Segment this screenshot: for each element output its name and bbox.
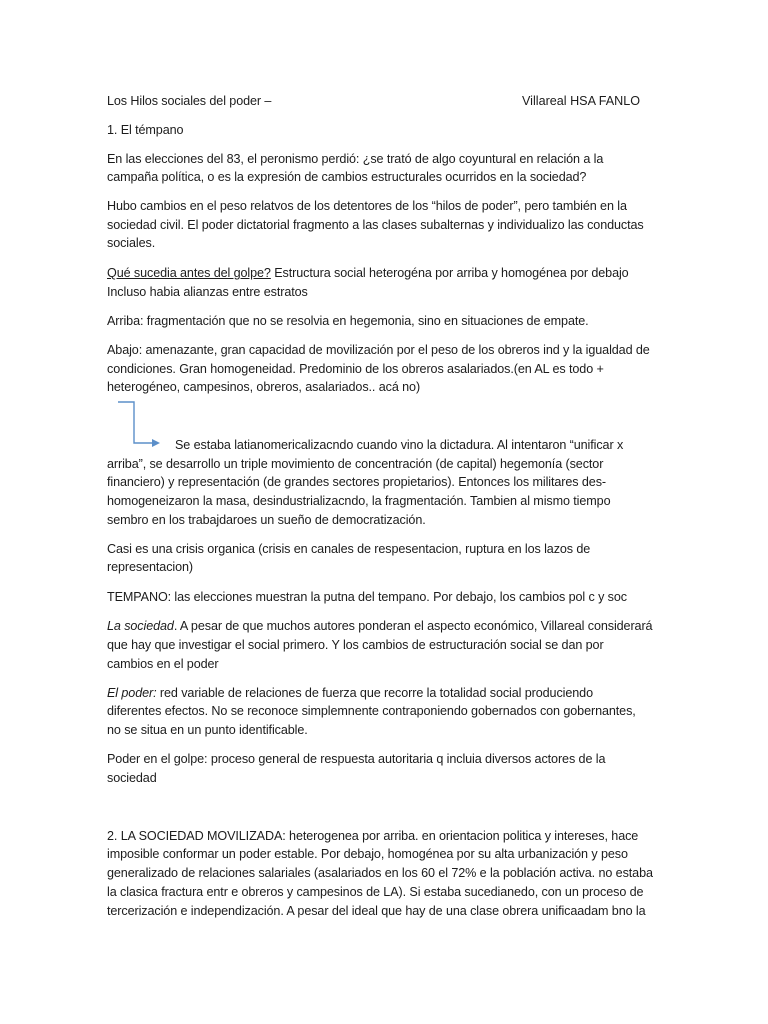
paragraph-line [107,312,589,330]
paragraph-line: Se estaba latianomericalizacndo cuando vino la dictadura. Al intentaron “unificar x [175,438,624,452]
paragraph-line: sociedad [107,771,157,785]
paragraph-line: no se situa en un punto identificable. [107,723,308,737]
document-title: Los Hilos sociales del poder – [107,94,272,108]
paragraph-text: Estructura social heterogéna por arriba y homogénea por debajo [270,266,629,280]
paragraph-line: 2. LA SOCIEDAD MOVILIZADA: heterogenea por arriba. en orientacion politica y intereses, hace [107,829,639,843]
paragraph-line: En las elecciones del 83, el peronismo perdió: ¿se trató de algo coyuntural en relación a la [107,152,604,166]
paragraph-line: heterogéneo, campesinos, obreros, asalariados.. acá no) [107,380,421,394]
paragraph-line: cambios en el poder [107,657,219,671]
italic-term: La sociedad [107,619,174,633]
paragraph-line: Incluso habia alianzas entre estratos [107,285,308,299]
paragraph-line: tercerización e independización. A pesar del ideal que hay de una clase obrera unificaadam bno la [107,904,646,918]
paragraph-line: sociedad civil. El poder dictatorial fragmento a las clases subalternas y individualizo las conductas [107,218,644,232]
paragraph-text: . A pesar de que muchos autores ponderan el aspecto económico, Villareal considerará [173,619,653,633]
paragraph-line: sembro en los trabajdaroes un sueño de democratización. [107,513,426,527]
paragraph-line [107,684,593,702]
paragraph-line: arriba”, se desarrollo un triple movimiento de concentración (de capital) hegemonía (sector [107,457,604,471]
term-label: Abajo: [107,343,143,357]
paragraph-line: TEMPANO: las elecciones muestran la putna del tempano. Por debajo, los cambios pol c y soc [107,590,627,604]
paragraph-line: campaña política, o es la expresión de cambios estructurales ocurridos en la sociedad? [107,170,587,184]
paragraph-line [107,264,629,282]
paragraph-line: la clasica fractura entr e obreros y campesinos de LA). Si estaba sucedianedo, con un proceso de [107,885,644,899]
document-author: Villareal HSA FANLO [522,94,641,108]
paragraph-text: red variable de relaciones de fuerza que recorre la totalidad social produciendo [156,686,593,700]
paragraph-line: que hay que investigar el social primero. Y los cambios de estructuración social se dan por [107,638,604,652]
paragraph-line [107,617,652,635]
paragraph-line: homogeneizaron la masa, desindustrializacndo, la fragmentación. Tambien al mismo tiempo [107,494,611,508]
italic-term: El poder: [107,686,157,700]
paragraph-line: Poder en el golpe: proceso general de respuesta autoritaria q incluia diversos actores de la [107,752,606,766]
paragraph-line: sociales. [107,236,156,250]
paragraph-text: fragmentación que no se resolvia en hegemonia, sino en situaciones de empate. [143,314,589,328]
paragraph-text: amenazante, gran capacidad de movilización por el peso de los obreros ind y la igualdad de [142,343,650,357]
paragraph-line: generalizado de relaciones salariales (asalariados en los 60 el 72% e la población activa. no estaba [107,866,653,880]
paragraph-line: Hubo cambios en el peso relatvos de los detentores de los “hilos de poder”, pero también en la [107,199,627,213]
paragraph-line: condiciones. Gran homogeneidad. Predominio de los obreros asalariados.(en AL es todo + [107,362,604,376]
section-heading: 1. El témpano [107,123,184,137]
underlined-question: Qué sucedia antes del golpe? [107,266,271,280]
paragraph-line: representacion) [107,560,194,574]
paragraph-line: Casi es una crisis organica (crisis en canales de respesentacion, ruptura en los lazos de [107,542,591,556]
arrow-icon [116,398,164,450]
paragraph-line: imposible conformar un poder estable. Por debajo, homogénea por su alta urbanización y peso [107,847,628,861]
term-label: Arriba: [107,314,144,328]
paragraph-line: diferentes efectos. No se reconoce simplemnente contraponiendo gobernados con gobernantes, [107,704,636,718]
paragraph-line: financiero) y representación (de grandes sectores propietarios). Entonces los militares des- [107,475,606,489]
paragraph-line [107,341,650,359]
